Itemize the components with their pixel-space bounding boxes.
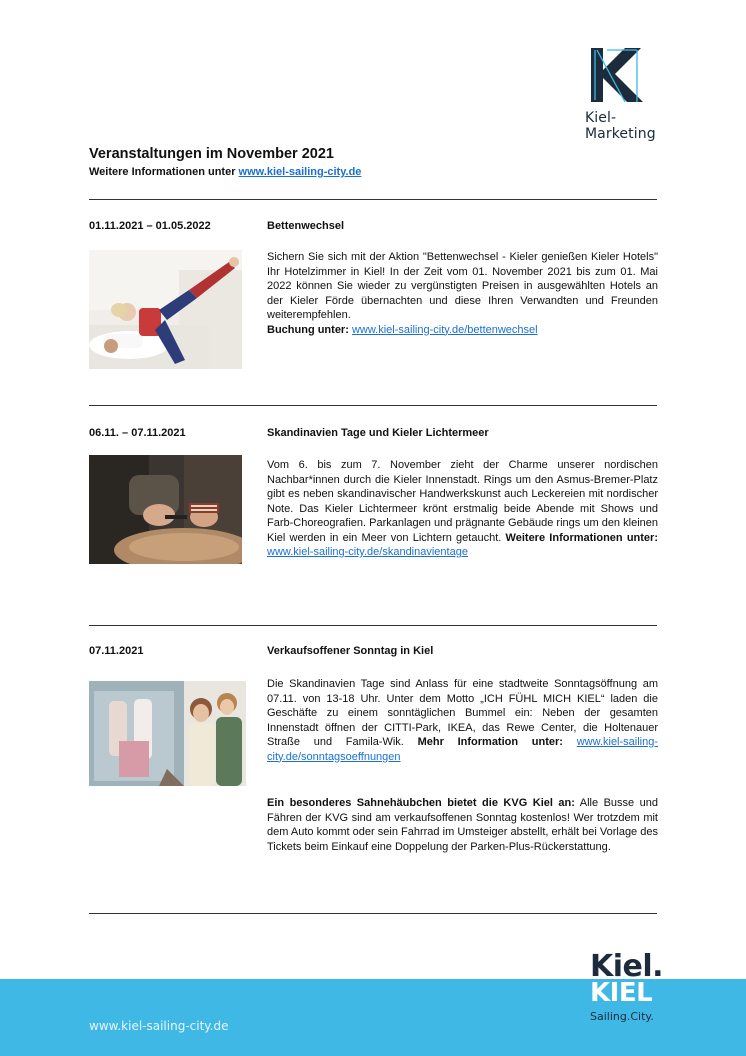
event-date: 07.11.2021	[89, 645, 144, 657]
event-extra-description	[267, 796, 658, 854]
event-heading: Bettenwechsel	[267, 220, 345, 232]
event-cta-label: Weitere Informationen unter:	[505, 531, 658, 544]
event-cta-label: Mehr Information unter:	[417, 736, 563, 748]
event-photo-sonntag	[89, 681, 246, 786]
page-subtitle	[89, 166, 361, 178]
event-extra-text: Alle Busse und Fähren der KVG sind am verkaufsoffenen Sonntag kostenlos! Wer trotzdem mit dem Auto kommt oder sein Fahrrad im Umsteiger abstellt, erhält bei Vorlage des Tickets beim Einkauf eine Doppelung der Parken-Plus-Rückerstattung.	[267, 797, 658, 853]
kiel-marketing-logo	[585, 48, 680, 142]
skandinavientage-link[interactable]: www.kiel-sailing-city.de/skandinavientage	[267, 546, 468, 558]
kiel-wordmark-reflection: KIEL	[590, 978, 653, 1008]
kiel-wordmark: Kiel.	[590, 949, 664, 984]
km-logo-icon	[591, 48, 645, 104]
event-date: 06.11. – 07.11.2021	[89, 427, 186, 439]
event-heading: Verkaufsoffener Sonntag in Kiel	[267, 645, 434, 657]
main-website-link[interactable]: www.kiel-sailing-city.de	[238, 166, 362, 178]
divider	[89, 405, 657, 406]
divider	[89, 199, 657, 200]
event-description	[267, 677, 658, 764]
event-body: Die Skandinavien Tage sind Anlass für eine stadtweite Sonntagsöffnung am 07.11. von 13-18 Uhr. Unter dem Motto „ICH FÜHL MICH KIEL“ laden die Geschäfte zu einem sonntäglichen Bummel ein: Neben der gesamten Innenstadt öffnen der CITTI-Park, IKEA, das Rewe Center, die Holtenauer Straße und Famila-Wik.	[267, 678, 658, 748]
footer-website-link[interactable]: www.kiel-sailing-city.de	[89, 1019, 229, 1033]
sonntagsoeffnungen-link[interactable]: www.kiel-sailing-city.de/sonntagsoeffnungen	[267, 736, 659, 763]
divider	[89, 913, 657, 914]
subtitle-prefix: Weitere Informationen unter	[89, 166, 239, 178]
event-description	[267, 250, 658, 337]
event-heading: Skandinavien Tage und Kieler Lichtermeer	[267, 427, 489, 439]
event-photo-skandinavien	[89, 455, 242, 564]
page-title: Veranstaltungen im November 2021	[89, 146, 334, 162]
event-date: 01.11.2021 – 01.05.2022	[89, 220, 211, 232]
kiel-marketing-wordmark: Kiel-Marketing	[585, 110, 656, 142]
kiel-tagline: Sailing.City.	[590, 1010, 654, 1023]
event-extra-bold: Ein besonderes Sahnehäubchen bietet die KVG Kiel an:	[267, 797, 575, 809]
event-description	[267, 458, 658, 560]
event-photo-bettenwechsel	[89, 250, 242, 369]
event-body: Vom 6. bis zum 7. November zieht der Charme unserer nordischen Nachbar*innen durch die Kieler Innenstadt. Rings um den Asmus-Bremer-Platz gibt es neben skandinavischer Handwerkskunst auch Leckereien mit nordischer Note. Das Kieler Lichtermeer krönt erstmalig beide Abende mit Shows und Farb-Choreografien. Parkanlagen und prägnante Gebäude rings um den kleinen Kiel werden in ein Meer von Lichtern getaucht.	[267, 459, 658, 544]
kiel-sailing-city-logo	[590, 949, 680, 1023]
event-cta-label: Buchung unter:	[267, 323, 349, 336]
event-body: Sichern Sie sich mit der Aktion "Bettenwechsel - Kieler genießen Kieler Hotels" Ihr Hotelzimmer in Kiel! In der Zeit vom 01. November 2021 bis zum 01. Mai 2022 können Sie wieder zu vergünstigten Preisen in ausgewählten Hotels an der Kieler Förde übernachten und diese Ihren Verwandten und Freunden weiterempfehlen.	[267, 251, 658, 321]
divider	[89, 625, 657, 626]
bettenwechsel-link[interactable]: www.kiel-sailing-city.de/bettenwechsel	[351, 323, 538, 336]
